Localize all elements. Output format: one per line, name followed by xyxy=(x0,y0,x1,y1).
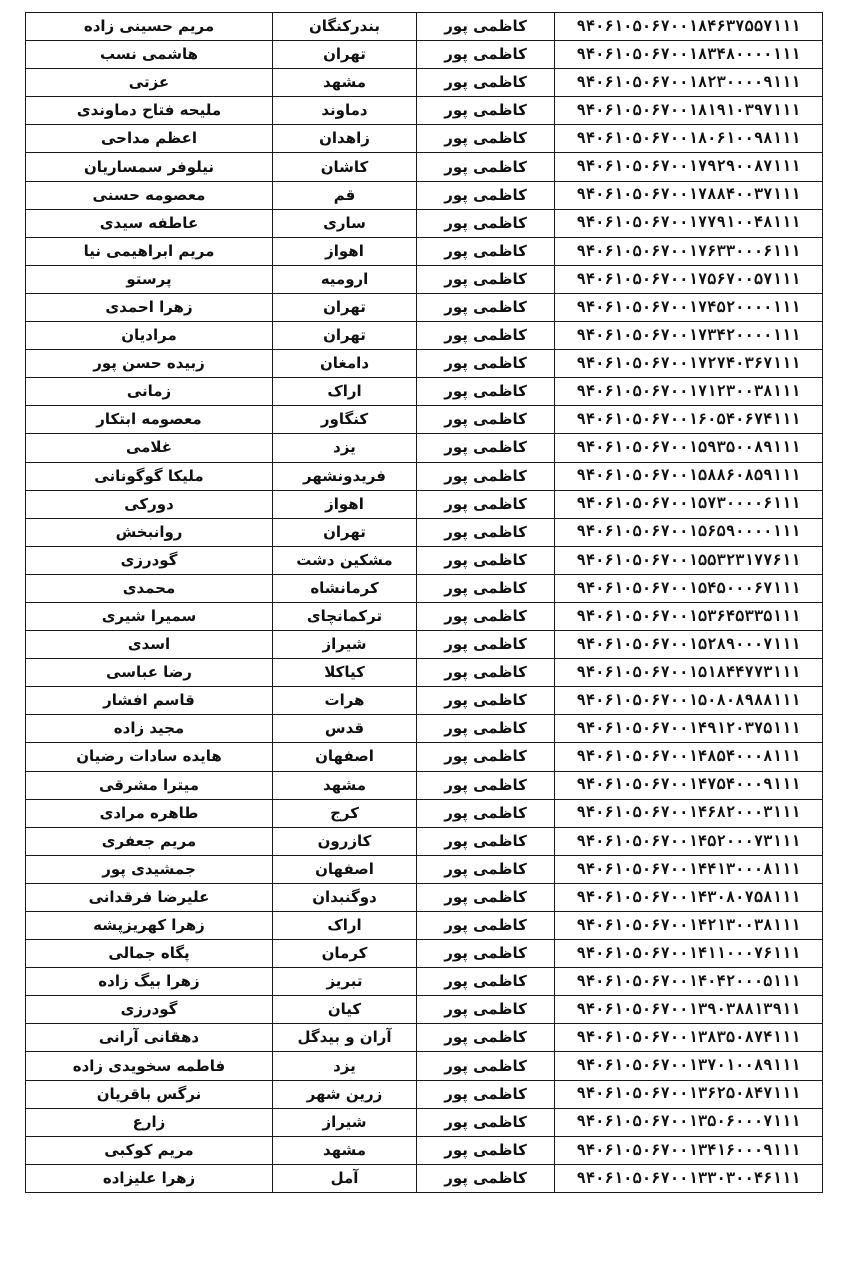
family-cell: کاظمی پور xyxy=(417,912,555,940)
table-row xyxy=(26,13,823,41)
family-cell: کاظمی پور xyxy=(417,1164,555,1192)
table-row xyxy=(26,631,823,659)
city-cell: قدس xyxy=(273,715,417,743)
table-row xyxy=(26,350,823,378)
records-table xyxy=(25,12,823,1193)
city-cell: زرین شهر xyxy=(273,1080,417,1108)
table-row xyxy=(26,1052,823,1080)
city-cell: فریدونشهر xyxy=(273,462,417,490)
tracking-code-cell: ۹۴۰۶۱۰۵۰۶۷۰۰۱۵۸۸۶۰۸۵۹۱۱۱ xyxy=(555,462,823,490)
family-cell: کاظمی پور xyxy=(417,209,555,237)
city-cell: اصفهان xyxy=(273,743,417,771)
table-row xyxy=(26,940,823,968)
family-cell: کاظمی پور xyxy=(417,97,555,125)
name-cell: مریم ابراهیمی نیا xyxy=(26,237,273,265)
city-cell: کرمان xyxy=(273,940,417,968)
city-cell: مشکین دشت xyxy=(273,546,417,574)
city-cell: هرات xyxy=(273,687,417,715)
city-cell: ترکمانچای xyxy=(273,602,417,630)
name-cell: ملیکا گوگونانی xyxy=(26,462,273,490)
name-cell: گودرزی xyxy=(26,546,273,574)
tracking-code-cell: ۹۴۰۶۱۰۵۰۶۷۰۰۱۳۳۰۳۰۰۴۶۱۱۱ xyxy=(555,1164,823,1192)
family-cell: کاظمی پور xyxy=(417,940,555,968)
tracking-code-cell: ۹۴۰۶۱۰۵۰۶۷۰۰۱۴۹۱۲۰۳۷۵۱۱۱ xyxy=(555,715,823,743)
name-cell: معصومه حسنی xyxy=(26,181,273,209)
family-cell: کاظمی پور xyxy=(417,715,555,743)
tracking-code-cell: ۹۴۰۶۱۰۵۰۶۷۰۰۱۷۵۶۷۰۰۵۷۱۱۱ xyxy=(555,265,823,293)
name-cell: زهرا احمدی xyxy=(26,293,273,321)
name-cell: زبیده حسن پور xyxy=(26,350,273,378)
name-cell: پگاه جمالی xyxy=(26,940,273,968)
tracking-code-cell: ۹۴۰۶۱۰۵۰۶۷۰۰۱۴۷۵۴۰۰۰۹۱۱۱ xyxy=(555,771,823,799)
city-cell: اصفهان xyxy=(273,855,417,883)
city-cell: آمل xyxy=(273,1164,417,1192)
records-table-body xyxy=(26,13,823,1193)
family-cell: کاظمی پور xyxy=(417,125,555,153)
name-cell: هایده سادات رضیان xyxy=(26,743,273,771)
name-cell: زهرا کهریزپشه xyxy=(26,912,273,940)
table-row xyxy=(26,602,823,630)
table-row xyxy=(26,799,823,827)
city-cell: کنگاور xyxy=(273,406,417,434)
name-cell: مریم کوکبی xyxy=(26,1136,273,1164)
tracking-code-cell: ۹۴۰۶۱۰۵۰۶۷۰۰۱۷۶۳۳۰۰۰۶۱۱۱ xyxy=(555,237,823,265)
table-row xyxy=(26,153,823,181)
family-cell: کاظمی پور xyxy=(417,434,555,462)
city-cell: تهران xyxy=(273,518,417,546)
city-cell: ارومیه xyxy=(273,265,417,293)
city-cell: دوگنبدان xyxy=(273,883,417,911)
family-cell: کاظمی پور xyxy=(417,490,555,518)
table-row xyxy=(26,434,823,462)
tracking-code-cell: ۹۴۰۶۱۰۵۰۶۷۰۰۱۶۰۵۴۰۶۷۴۱۱۱ xyxy=(555,406,823,434)
table-row xyxy=(26,715,823,743)
city-cell: اهواز xyxy=(273,490,417,518)
table-row xyxy=(26,855,823,883)
name-cell: هاشمی نسب xyxy=(26,41,273,69)
tracking-code-cell: ۹۴۰۶۱۰۵۰۶۷۰۰۱۸۴۶۳۷۵۵۷۱۱۱ xyxy=(555,13,823,41)
city-cell: زاهدان xyxy=(273,125,417,153)
tracking-code-cell: ۹۴۰۶۱۰۵۰۶۷۰۰۱۸۲۳۰۰۰۰۹۱۱۱ xyxy=(555,69,823,97)
name-cell: زمانی xyxy=(26,378,273,406)
family-cell: کاظمی پور xyxy=(417,602,555,630)
name-cell: زهرا علیزاده xyxy=(26,1164,273,1192)
table-row xyxy=(26,912,823,940)
table-row xyxy=(26,237,823,265)
tracking-code-cell: ۹۴۰۶۱۰۵۰۶۷۰۰۱۷۴۵۲۰۰۰۰۱۱۱ xyxy=(555,293,823,321)
tracking-code-cell: ۹۴۰۶۱۰۵۰۶۷۰۰۱۵۶۵۹۰۰۰۰۱۱۱ xyxy=(555,518,823,546)
family-cell: کاظمی پور xyxy=(417,237,555,265)
table-row xyxy=(26,97,823,125)
tracking-code-cell: ۹۴۰۶۱۰۵۰۶۷۰۰۱۵۱۸۴۴۷۷۳۱۱۱ xyxy=(555,659,823,687)
name-cell: طاهره مرادی xyxy=(26,799,273,827)
tracking-code-cell: ۹۴۰۶۱۰۵۰۶۷۰۰۱۳۴۱۶۰۰۰۹۱۱۱ xyxy=(555,1136,823,1164)
tracking-code-cell: ۹۴۰۶۱۰۵۰۶۷۰۰۱۴۰۴۲۰۰۰۵۱۱۱ xyxy=(555,968,823,996)
city-cell: بندرکنگان xyxy=(273,13,417,41)
family-cell: کاظمی پور xyxy=(417,827,555,855)
family-cell: کاظمی پور xyxy=(417,659,555,687)
family-cell: کاظمی پور xyxy=(417,1052,555,1080)
tracking-code-cell: ۹۴۰۶۱۰۵۰۶۷۰۰۱۳۸۳۵۰۸۷۴۱۱۱ xyxy=(555,1024,823,1052)
family-cell: کاظمی پور xyxy=(417,518,555,546)
family-cell: کاظمی پور xyxy=(417,771,555,799)
city-cell: کاشان xyxy=(273,153,417,181)
city-cell: مشهد xyxy=(273,69,417,97)
family-cell: کاظمی پور xyxy=(417,1108,555,1136)
table-row xyxy=(26,322,823,350)
name-cell: عزتی xyxy=(26,69,273,97)
table-row xyxy=(26,125,823,153)
city-cell: ساری xyxy=(273,209,417,237)
city-cell: کیان xyxy=(273,996,417,1024)
name-cell: قاسم افشار xyxy=(26,687,273,715)
name-cell: زارع xyxy=(26,1108,273,1136)
city-cell: قم xyxy=(273,181,417,209)
name-cell: زهرا بیگ زاده xyxy=(26,968,273,996)
name-cell: فاطمه سخویدی زاده xyxy=(26,1052,273,1080)
city-cell: کیاکلا xyxy=(273,659,417,687)
table-row xyxy=(26,406,823,434)
table-row xyxy=(26,996,823,1024)
family-cell: کاظمی پور xyxy=(417,265,555,293)
table-row xyxy=(26,968,823,996)
name-cell: مریم حسینی زاده xyxy=(26,13,273,41)
tracking-code-cell: ۹۴۰۶۱۰۵۰۶۷۰۰۱۴۴۱۳۰۰۰۸۱۱۱ xyxy=(555,855,823,883)
table-row xyxy=(26,827,823,855)
name-cell: مرادیان xyxy=(26,322,273,350)
tracking-code-cell: ۹۴۰۶۱۰۵۰۶۷۰۰۱۷۷۹۱۰۰۴۸۱۱۱ xyxy=(555,209,823,237)
family-cell: کاظمی پور xyxy=(417,378,555,406)
table-row xyxy=(26,181,823,209)
table-row xyxy=(26,209,823,237)
city-cell: دامغان xyxy=(273,350,417,378)
tracking-code-cell: ۹۴۰۶۱۰۵۰۶۷۰۰۱۴۵۲۰۰۰۷۳۱۱۱ xyxy=(555,827,823,855)
tracking-code-cell: ۹۴۰۶۱۰۵۰۶۷۰۰۱۵۷۳۰۰۰۰۶۱۱۱ xyxy=(555,490,823,518)
city-cell: مشهد xyxy=(273,771,417,799)
tracking-code-cell: ۹۴۰۶۱۰۵۰۶۷۰۰۱۴۸۵۴۰۰۰۸۱۱۱ xyxy=(555,743,823,771)
table-row xyxy=(26,462,823,490)
tracking-code-cell: ۹۴۰۶۱۰۵۰۶۷۰۰۱۷۳۴۲۰۰۰۰۱۱۱ xyxy=(555,322,823,350)
tracking-code-cell: ۹۴۰۶۱۰۵۰۶۷۰۰۱۴۲۱۳۰۰۳۸۱۱۱ xyxy=(555,912,823,940)
city-cell: مشهد xyxy=(273,1136,417,1164)
table-row xyxy=(26,518,823,546)
tracking-code-cell: ۹۴۰۶۱۰۵۰۶۷۰۰۱۳۶۲۵۰۸۴۷۱۱۱ xyxy=(555,1080,823,1108)
family-cell: کاظمی پور xyxy=(417,855,555,883)
table-row xyxy=(26,546,823,574)
name-cell: علیرضا فرقدانی xyxy=(26,883,273,911)
tracking-code-cell: ۹۴۰۶۱۰۵۰۶۷۰۰۱۷۸۸۴۰۰۳۷۱۱۱ xyxy=(555,181,823,209)
name-cell: معصومه ابتکار xyxy=(26,406,273,434)
family-cell: کاظمی پور xyxy=(417,69,555,97)
tracking-code-cell: ۹۴۰۶۱۰۵۰۶۷۰۰۱۵۰۸۰۸۹۸۸۱۱۱ xyxy=(555,687,823,715)
name-cell: نرگس باقریان xyxy=(26,1080,273,1108)
table-row xyxy=(26,378,823,406)
city-cell: اراک xyxy=(273,912,417,940)
name-cell: مریم جعفری xyxy=(26,827,273,855)
family-cell: کاظمی پور xyxy=(417,799,555,827)
city-cell: آران و بیدگل xyxy=(273,1024,417,1052)
family-cell: کاظمی پور xyxy=(417,546,555,574)
family-cell: کاظمی پور xyxy=(417,13,555,41)
table-row xyxy=(26,1136,823,1164)
table-row xyxy=(26,659,823,687)
city-cell: کرج xyxy=(273,799,417,827)
tracking-code-cell: ۹۴۰۶۱۰۵۰۶۷۰۰۱۳۷۰۱۰۰۸۹۱۱۱ xyxy=(555,1052,823,1080)
tracking-code-cell: ۹۴۰۶۱۰۵۰۶۷۰۰۱۵۳۶۴۵۳۳۵۱۱۱ xyxy=(555,602,823,630)
city-cell: تهران xyxy=(273,322,417,350)
family-cell: کاظمی پور xyxy=(417,350,555,378)
name-cell: عاطفه سیدی xyxy=(26,209,273,237)
family-cell: کاظمی پور xyxy=(417,293,555,321)
city-cell: کرمانشاه xyxy=(273,574,417,602)
family-cell: کاظمی پور xyxy=(417,1136,555,1164)
tracking-code-cell: ۹۴۰۶۱۰۵۰۶۷۰۰۱۳۵۰۶۰۰۰۷۱۱۱ xyxy=(555,1108,823,1136)
tracking-code-cell: ۹۴۰۶۱۰۵۰۶۷۰۰۱۸۰۶۱۰۰۹۸۱۱۱ xyxy=(555,125,823,153)
name-cell: رضا عباسی xyxy=(26,659,273,687)
city-cell: تهران xyxy=(273,41,417,69)
table-row xyxy=(26,69,823,97)
table-row xyxy=(26,293,823,321)
city-cell: شیراز xyxy=(273,1108,417,1136)
tracking-code-cell: ۹۴۰۶۱۰۵۰۶۷۰۰۱۵۵۳۲۳۱۷۷۶۱۱ xyxy=(555,546,823,574)
city-cell: یزد xyxy=(273,434,417,462)
name-cell: اسدی xyxy=(26,631,273,659)
name-cell: میترا مشرقی xyxy=(26,771,273,799)
table-row xyxy=(26,1024,823,1052)
name-cell: جمشیدی پور xyxy=(26,855,273,883)
family-cell: کاظمی پور xyxy=(417,322,555,350)
name-cell: نیلوفر سمساریان xyxy=(26,153,273,181)
city-cell: تهران xyxy=(273,293,417,321)
table-row xyxy=(26,1164,823,1192)
table-row xyxy=(26,265,823,293)
family-cell: کاظمی پور xyxy=(417,743,555,771)
family-cell: کاظمی پور xyxy=(417,996,555,1024)
table-row xyxy=(26,743,823,771)
city-cell: شیراز xyxy=(273,631,417,659)
family-cell: کاظمی پور xyxy=(417,406,555,434)
name-cell: پرستو xyxy=(26,265,273,293)
name-cell: سمیرا شیری xyxy=(26,602,273,630)
table-row xyxy=(26,490,823,518)
table-row xyxy=(26,1108,823,1136)
name-cell: محمدی xyxy=(26,574,273,602)
city-cell: اراک xyxy=(273,378,417,406)
name-cell: ملیحه فتاح دماوندی xyxy=(26,97,273,125)
family-cell: کاظمی پور xyxy=(417,968,555,996)
family-cell: کاظمی پور xyxy=(417,883,555,911)
tracking-code-cell: ۹۴۰۶۱۰۵۰۶۷۰۰۱۴۶۸۲۰۰۰۳۱۱۱ xyxy=(555,799,823,827)
tracking-code-cell: ۹۴۰۶۱۰۵۰۶۷۰۰۱۸۱۹۱۰۳۹۷۱۱۱ xyxy=(555,97,823,125)
family-cell: کاظمی پور xyxy=(417,687,555,715)
table-row xyxy=(26,883,823,911)
city-cell: کازرون xyxy=(273,827,417,855)
family-cell: کاظمی پور xyxy=(417,1024,555,1052)
table-row xyxy=(26,574,823,602)
family-cell: کاظمی پور xyxy=(417,153,555,181)
family-cell: کاظمی پور xyxy=(417,181,555,209)
name-cell: غلامی xyxy=(26,434,273,462)
family-cell: کاظمی پور xyxy=(417,574,555,602)
name-cell: اعظم مداحی xyxy=(26,125,273,153)
tracking-code-cell: ۹۴۰۶۱۰۵۰۶۷۰۰۱۴۱۱۰۰۰۷۶۱۱۱ xyxy=(555,940,823,968)
tracking-code-cell: ۹۴۰۶۱۰۵۰۶۷۰۰۱۵۲۸۹۰۰۰۷۱۱۱ xyxy=(555,631,823,659)
table-row xyxy=(26,41,823,69)
name-cell: دهقانی آرانی xyxy=(26,1024,273,1052)
tracking-code-cell: ۹۴۰۶۱۰۵۰۶۷۰۰۱۵۹۳۵۰۰۸۹۱۱۱ xyxy=(555,434,823,462)
name-cell: روانبخش xyxy=(26,518,273,546)
tracking-code-cell: ۹۴۰۶۱۰۵۰۶۷۰۰۱۷۹۲۹۰۰۸۷۱۱۱ xyxy=(555,153,823,181)
family-cell: کاظمی پور xyxy=(417,462,555,490)
family-cell: کاظمی پور xyxy=(417,1080,555,1108)
city-cell: تبریز xyxy=(273,968,417,996)
tracking-code-cell: ۹۴۰۶۱۰۵۰۶۷۰۰۱۸۳۴۸۰۰۰۰۱۱۱ xyxy=(555,41,823,69)
name-cell: گودرزی xyxy=(26,996,273,1024)
city-cell: اهواز xyxy=(273,237,417,265)
name-cell: مجید زاده xyxy=(26,715,273,743)
tracking-code-cell: ۹۴۰۶۱۰۵۰۶۷۰۰۱۴۳۰۸۰۷۵۸۱۱۱ xyxy=(555,883,823,911)
city-cell: دماوند xyxy=(273,97,417,125)
tracking-code-cell: ۹۴۰۶۱۰۵۰۶۷۰۰۱۳۹۰۳۸۸۱۳۹۱۱ xyxy=(555,996,823,1024)
name-cell: دورکی xyxy=(26,490,273,518)
city-cell: یزد xyxy=(273,1052,417,1080)
family-cell: کاظمی پور xyxy=(417,41,555,69)
table-row xyxy=(26,1080,823,1108)
table-row xyxy=(26,771,823,799)
tracking-code-cell: ۹۴۰۶۱۰۵۰۶۷۰۰۱۵۴۵۰۰۰۶۷۱۱۱ xyxy=(555,574,823,602)
tracking-code-cell: ۹۴۰۶۱۰۵۰۶۷۰۰۱۷۲۷۴۰۳۶۷۱۱۱ xyxy=(555,350,823,378)
family-cell: کاظمی پور xyxy=(417,631,555,659)
tracking-code-cell: ۹۴۰۶۱۰۵۰۶۷۰۰۱۷۱۲۳۰۰۳۸۱۱۱ xyxy=(555,378,823,406)
table-row xyxy=(26,687,823,715)
